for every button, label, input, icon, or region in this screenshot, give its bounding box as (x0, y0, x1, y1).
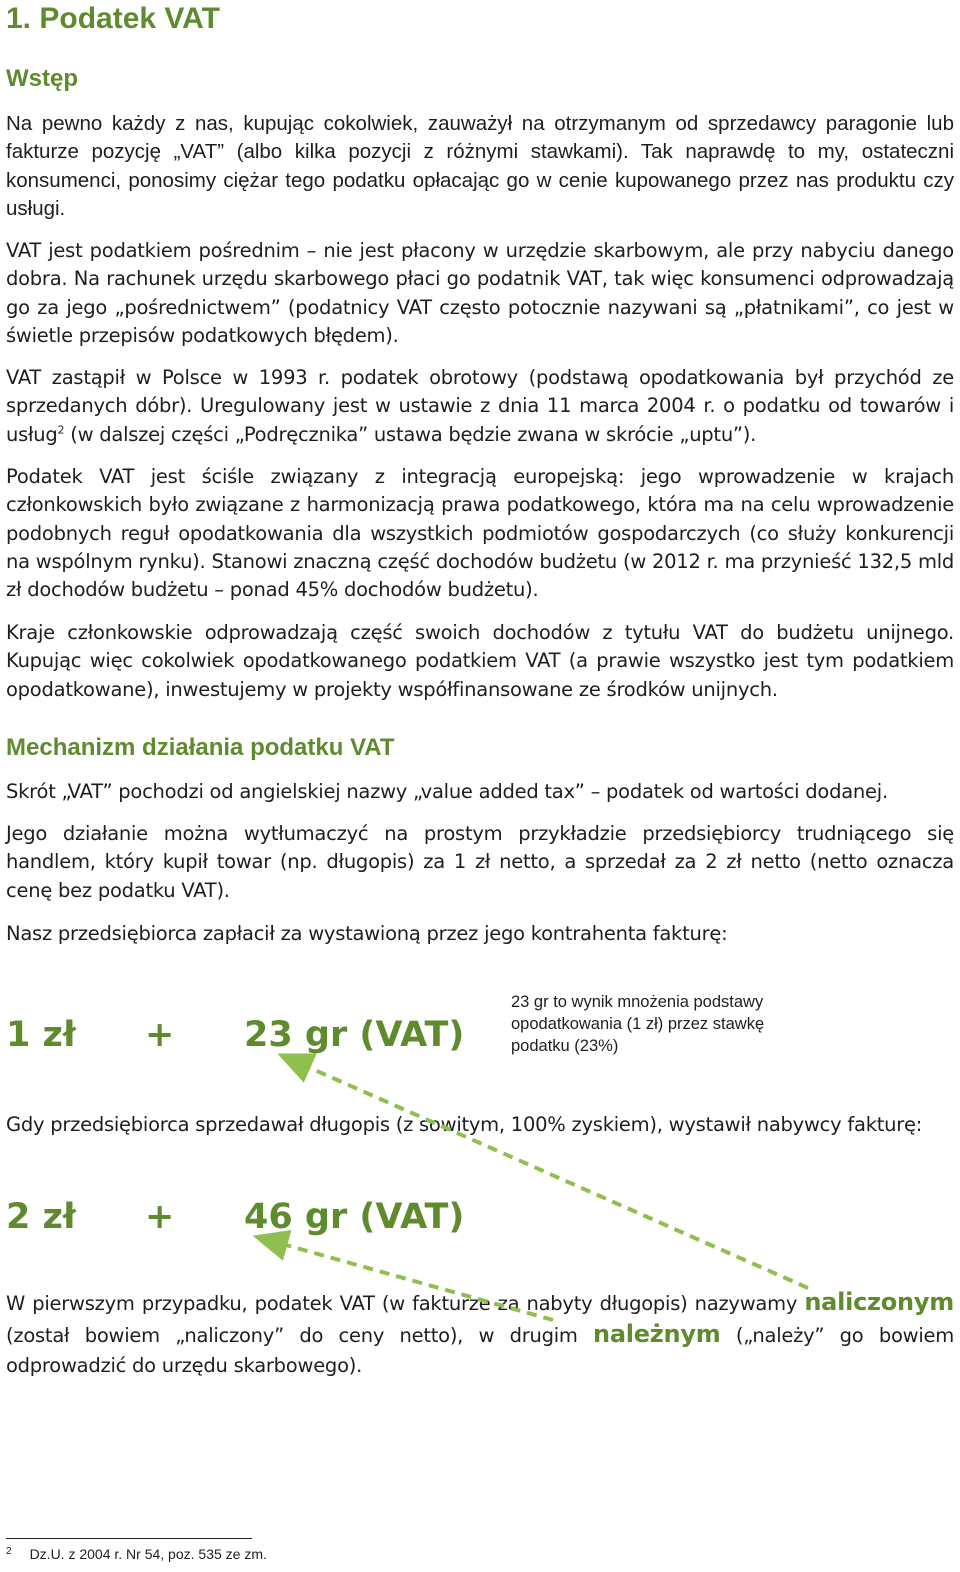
footnote (6, 1546, 267, 1562)
paragraph-mechanism-1: Skrót „VAT” pochodzi od angielskiej nazwy „value added tax” – podatek od wartości dodanej. (6, 780, 888, 803)
paragraph-intro-4: Podatek VAT jest ściśle związany z integracją europejską: jego wprowadzenie w krajach członkowskich było związane z harmonizacją prawa podatkowego, która ma na celu wprowadzenie podobnych reguł opodatkowania dla wszystkich podmiotów gospodarczych (co służy konkurencji na wspólnym rynku). Stanowi znaczną część dochodów budżetu (w 2012 r. ma przynieść 132,5 mld zł dochodów budżetu – ponad 45% dochodów budżetu). (6, 465, 954, 602)
footnote-number: 2 (6, 1546, 12, 1557)
calc1-net: 1 zł (6, 1015, 76, 1055)
paragraph-intro-5: Kraje członkowskie odprowadzają część swoich dochodów z tytułu VAT do budżetu unijnego. Kupując więc cokolwiek opodatkowanego podatkiem VAT (a prawie wszystko jest tym podatkiem opodatkowane), inwestujemy w projekty współfinansowane ze środków unijnych. (6, 621, 954, 701)
calc-note: 23 gr to wynik mnożenia podstawy opodatkowania (1 zł) przez stawkę podatku (23%) (511, 993, 765, 1055)
paragraph-mechanism-4: Gdy przedsiębiorca sprzedawał długopis (z sowitym, 100% zyskiem), wystawił nabywcy fakturę: (6, 1113, 923, 1136)
calc2-vat: 46 gr (VAT) (244, 1197, 465, 1237)
page-title: 1. Podatek VAT (6, 2, 220, 35)
term-naliczony: naliczonym (804, 1288, 954, 1316)
footnote-ref: 2 (57, 423, 65, 437)
paragraph-mechanism-5-text-a: W pierwszym przypadku, podatek VAT (w fakturze za nabyty długopis) nazywamy (6, 1292, 805, 1315)
paragraph-mechanism-3: Nasz przedsiębiorca zapłacił za wystawioną przez jego kontrahenta fakturę: (6, 922, 728, 945)
footnote-text: Dz.U. z 2004 r. Nr 54, poz. 535 ze zm. (29, 1546, 267, 1562)
arrow-naliczony (292, 1060, 808, 1288)
calc1-vat: 23 gr (VAT) (244, 1015, 465, 1055)
footnote-divider (6, 1538, 252, 1539)
paragraph-mechanism-5-text-c: („należy” go bowiem odprowadzić do urzędu skarbowego). (6, 1324, 954, 1377)
calc2-net: 2 zł (6, 1197, 76, 1237)
paragraph-intro-1: Na pewno każdy z nas, kupując cokolwiek, zauważył na otrzymanym od sprzedawcy paragonie lub fakturze pozycję „VAT” (albo kilka pozycji z różnymi stawkami). Tak naprawdę to my, ostateczni konsumenci, ponosimy ciężar tego podatku opłacając go w cenie kupowanego przez nas produktu czy usługi. (6, 112, 954, 220)
calc2-plus: + (145, 1197, 175, 1237)
arrow-nalezny (268, 1240, 553, 1320)
paragraph-mechanism-2: Jego działanie można wytłumaczyć na prostym przykładzie przedsiębiorcy trudniącego się handlem, który kupił towar (np. długopis) za 1 zł netto, a sprzedał za 2 zł netto (netto oznacza cenę bez podatku VAT). (6, 822, 954, 902)
paragraph-intro-2: VAT jest podatkiem pośrednim – nie jest płacony w urzędzie skarbowym, ale przy nabyciu danego dobra. Na rachunek urzędu skarbowego płaci go podatnik VAT, tak więc konsumenci odprowadzają go za jego „pośrednictwem” (podatnicy VAT często potocznie nazywani są „płatnikami”, co jest w świetle przepisów podatkowych błędem). (6, 239, 954, 347)
paragraph-intro-3-text-b: (w dalszej części „Podręcznika” ustawa będzie zwana w skrócie „uptu”). (64, 422, 757, 446)
paragraph-mechanism-5-text-b: (został bowiem „naliczony” do ceny netto), w drugim (6, 1324, 594, 1347)
term-nalezny: należnym (593, 1320, 721, 1348)
paragraph-intro-3-text-a: VAT zastąpił w Polsce w 1993 r. podatek obrotowy (podstawą opodatkowania był przychód ze sprzedanych dóbr). Uregulowany jest w ustawie z dnia 11 marca 2004 r. o podatku od towarów i usług (6, 366, 954, 446)
section-title-intro: Wstęp (6, 65, 78, 92)
calc1-plus: + (145, 1015, 175, 1055)
section-title-mechanism: Mechanizm działania podatku VAT (6, 734, 395, 761)
